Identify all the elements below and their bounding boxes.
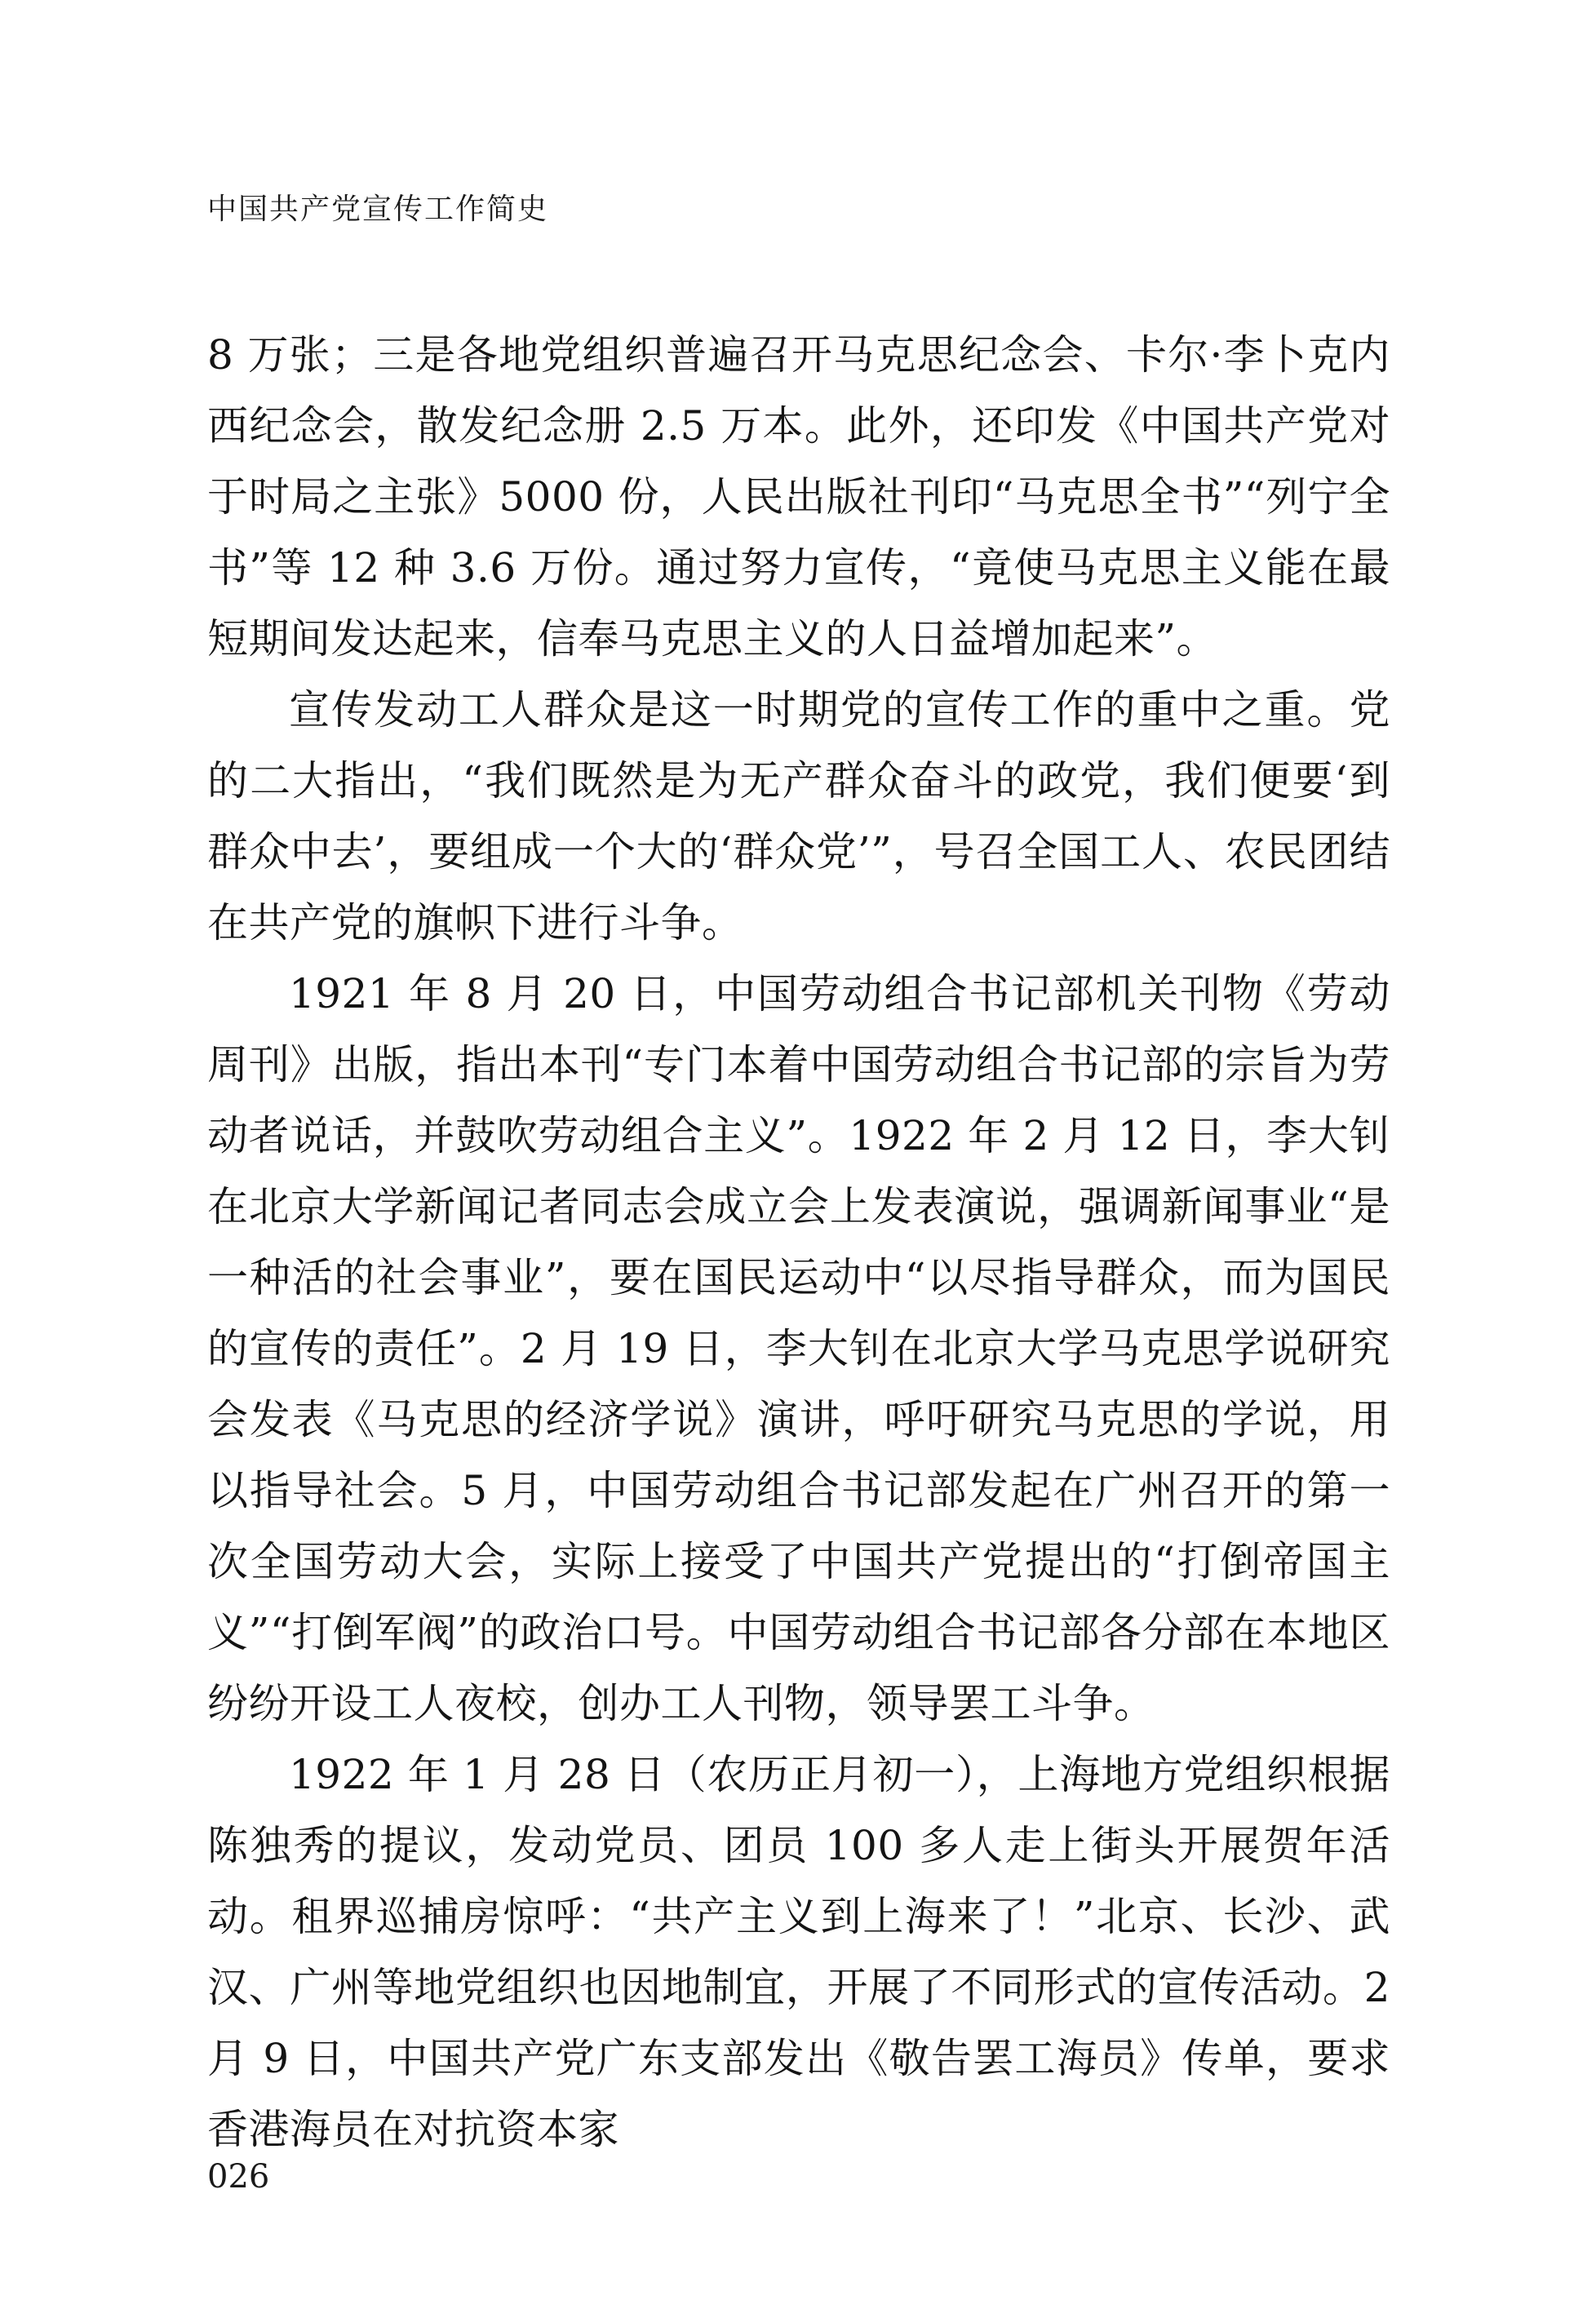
paragraph-2: 宣传发动工人群众是这一时期党的宣传工作的重中之重。党的二大指出，“我们既然是为无产群众奋斗的政党，我们便要‘到群众中去’，要组成一个大的‘群众党’”，号召全国工人、农民团结在共产党的旗帜下进行斗争。 bbox=[207, 686, 1390, 946]
body-text bbox=[207, 320, 1390, 2165]
paragraph-4: 1922 年 1 月 28 日（农历正月初一），上海地方党组织根据陈独秀的提议，发动党员、团员 100 多人走上街头开展贺年活动。租界巡捕房惊呼：“共产主义到上海来了！”北京、长沙、武汉、广州等地党组织也因地制宜，开展了不同形式的宣传活动。2 月 9 日，中国共产党广东支部发出《敬告罢工海员》传单，要求香港海员在对抗资本家 bbox=[207, 1751, 1390, 2153]
running-head: 中国共产党宣传工作简史 bbox=[207, 193, 549, 226]
paragraph-3: 1921 年 8 月 20 日，中国劳动组合书记部机关刊物《劳动周刊》出版，指出本刊“专门本着中国劳动组合书记部的宗旨为劳动者说话，并鼓吹劳动组合主义”。1922 年 2 月 12 日，李大钊在北京大学新闻记者同志会成立会上发表演说，强调新闻事业“是一种活的社会事业”，要在国民运动中“以尽指导群众，而为国民的宣传的责任”。2 月 19 日，李大钊在北京大学马克思学说研究会发表《马克思的经济学说》演讲，呼吁研究马克思的学说，用以指导社会。5 月，中国劳动组合书记部发起在广州召开的第一次全国劳动大会，实际上接受了中国共产党提出的“打倒帝国主义”“打倒军阀”的政治口号。中国劳动组合书记部各分部在本地区纷纷开设工人夜校，创办工人刊物，领导罢工斗争。 bbox=[207, 970, 1390, 1727]
paragraph-1: 8 万张；三是各地党组织普遍召开马克思纪念会、卡尔·李卜克内西纪念会，散发纪念册 2.5 万本。此外，还印发《中国共产党对于时局之主张》5000 份，人民出版社刊印“马克思全书”“列宁全书”等 12 种 3.6 万份。通过努力宣传，“竟使马克思主义能在最短期间发达起来，信奉马克思主义的人日益增加起来”。 bbox=[207, 331, 1390, 663]
page-number: 026 bbox=[207, 2158, 270, 2196]
